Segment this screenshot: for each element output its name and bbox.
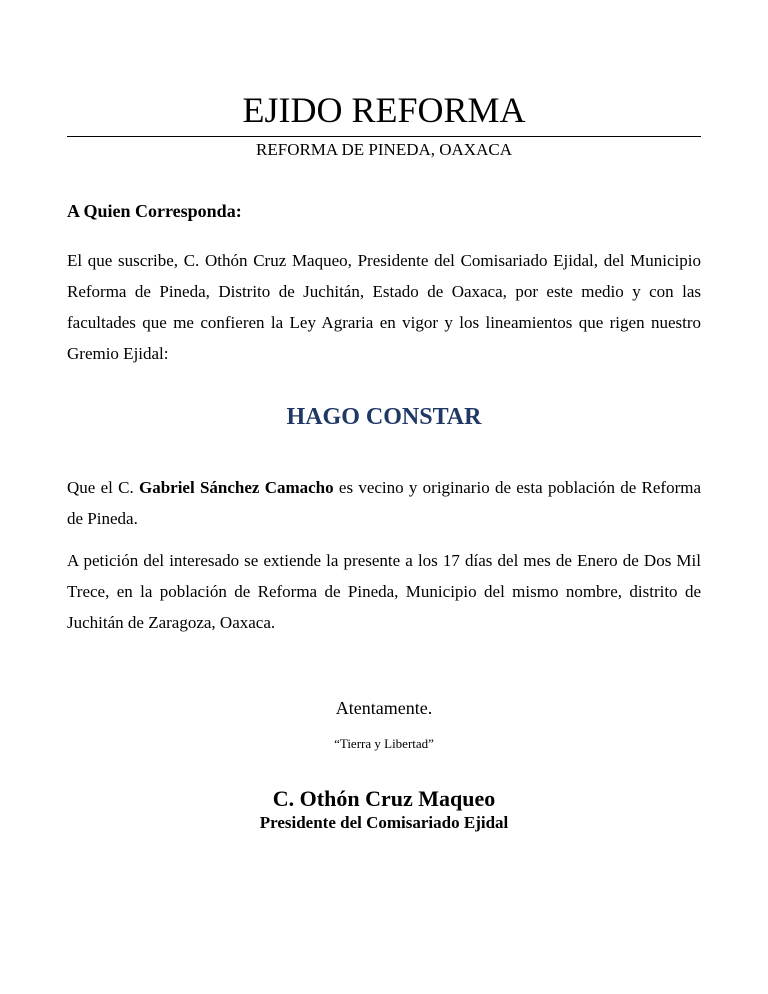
- signer-role: Presidente del Comisariado Ejidal: [259, 813, 509, 832]
- organization-location: REFORMA DE PINEDA, OAXACA: [256, 140, 512, 159]
- statement-prefix: Que el C.: [67, 478, 134, 497]
- signer-name: C. Othón Cruz Maqueo: [272, 786, 496, 811]
- greeting: A Quien Corresponda:: [67, 201, 242, 221]
- organization-title: EJIDO REFORMA: [242, 90, 526, 130]
- declaration-heading: HAGO CONSTAR: [286, 404, 482, 430]
- statement-suffix: es vecino y originario de esta población de Reforma de Pineda.: [67, 478, 702, 528]
- motto: “Tierra y Libertad”: [334, 736, 434, 751]
- closing-salutation: Atentamente.: [335, 698, 433, 718]
- statement-paragraph: [67, 472, 701, 534]
- intro-paragraph: El que suscribe, C. Othón Cruz Maqueo, Presidente del Comisariado Ejidal, del Municipio Reforma de Pineda, Distrito de Juchitán, Estado de Oaxaca, por este medio y con las facultades que me confieren la Ley Agraria en vigor y los lineamientos que rigen nuestro Gremio Ejidal:: [67, 251, 701, 363]
- header-divider: [67, 136, 701, 137]
- request-paragraph: A petición del interesado se extiende la presente a los 17 días del mes de Enero de Dos Mil Trece, en la población de Reforma de Pineda, Municipio del mismo nombre, distrito de Juchitán de Zaragoza, Oaxaca.: [67, 551, 701, 632]
- person-name: Gabriel Sánchez Camacho: [138, 478, 334, 497]
